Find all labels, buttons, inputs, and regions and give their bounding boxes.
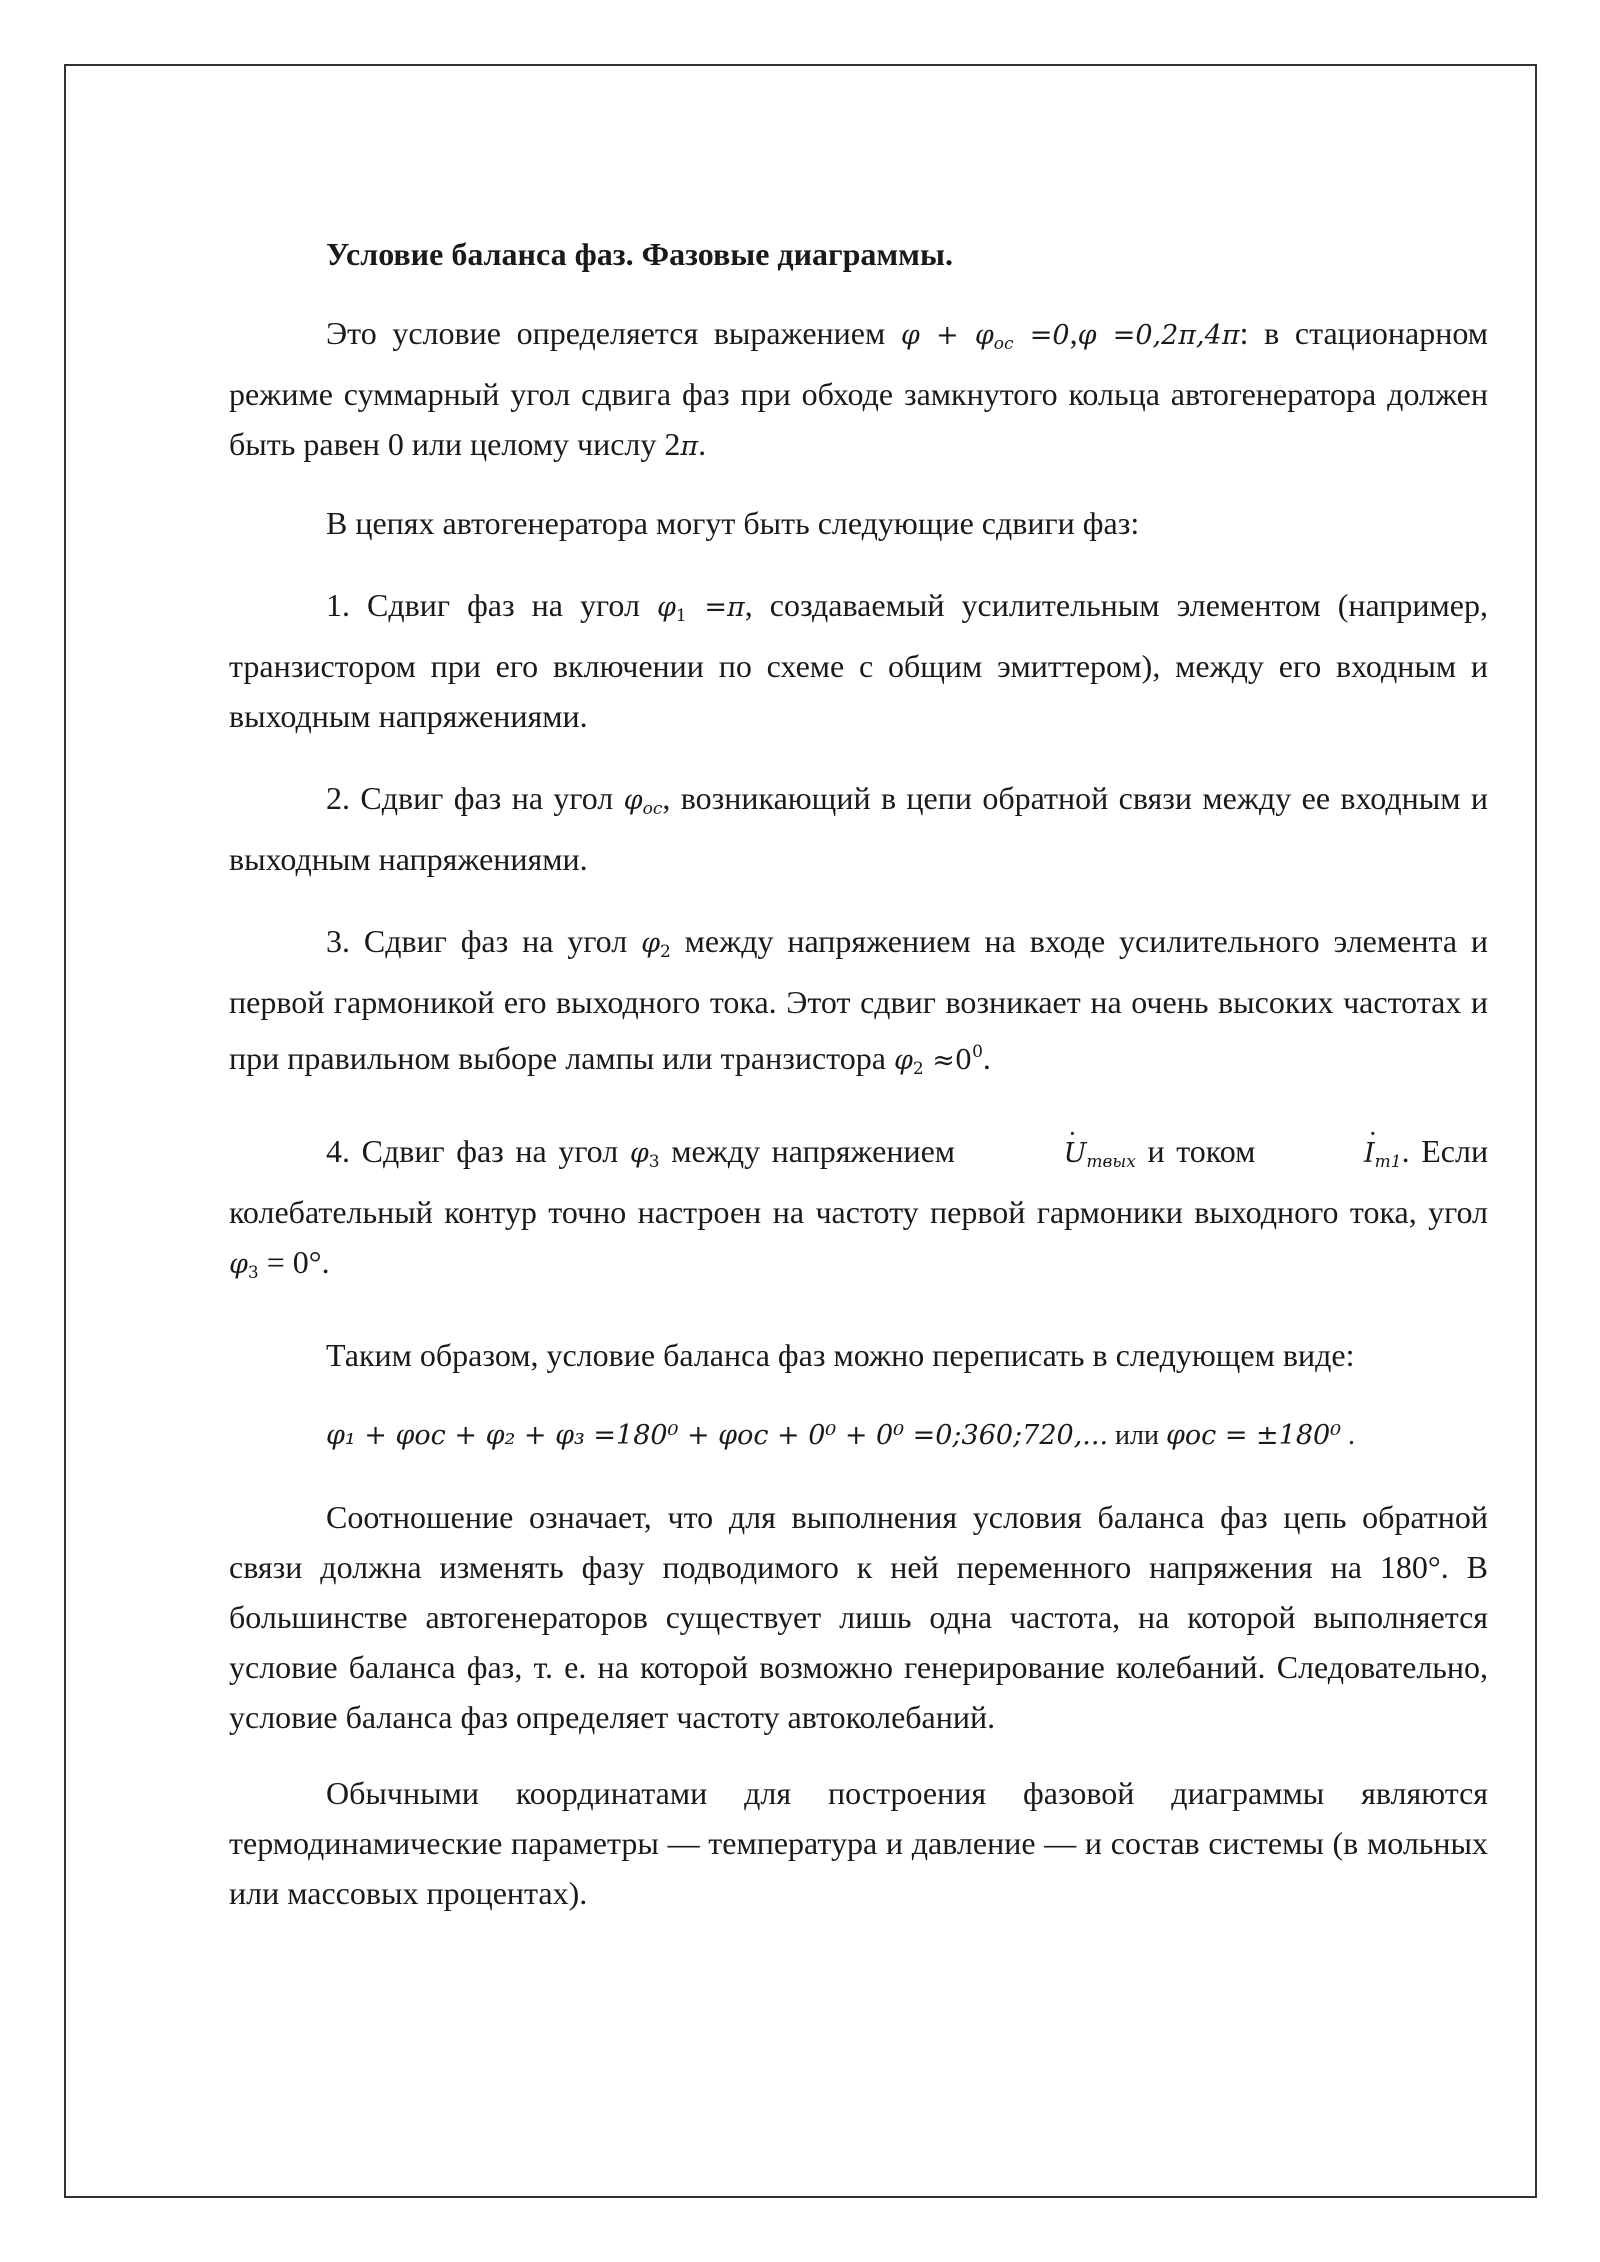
list-item-3 [229, 916, 1488, 1094]
formula-phi-os: $\varphi_{ос}$ [623, 785, 663, 819]
paragraph-phase-balance-condition [229, 308, 1488, 472]
paragraph-rewrite: Таким образом, условие баланса фаз можно переписать в следующем виде: [326, 1337, 1355, 1373]
paragraph-phase-diagram-coords: Обычными координатами для построения фазовой диаграммы являются термодинамические параметры — температура и давление — и состав системы (в мольных или массовых процентах). [229, 1775, 1488, 1911]
text: , возникающий в цепи обратной связи между ее входным и выходным напряжениями. [229, 780, 1489, 877]
text: : в стационарном режиме суммарный угол сдвига фаз при обходе замкнутого кольца автогенератора должен быть равен 0 или целому числу 2 [229, 315, 1488, 462]
list-item-4 [229, 1126, 1488, 1298]
formula-i-m1: · $I_{m1}$ [1267, 1138, 1402, 1169]
formula-phi3: φ3 [629, 1138, 660, 1172]
period: . [982, 1040, 991, 1076]
formula-phi2: φ2 [641, 928, 671, 962]
section-title: Условие баланса фаз. Фазовые диаграммы. [326, 236, 953, 272]
text: = 0°. [266, 1244, 330, 1280]
formula-phi2-approx: $\varphi 2 \approx 0^0$ [893, 1042, 983, 1079]
formula-lhs: φ₁ + φос + φ₂ + φ₃ =180⁰ + φос + 0⁰ + 0⁰ =0;360;720,... [326, 1420, 1109, 1451]
formula-or: или [1115, 1420, 1159, 1451]
pi-symbol: π [680, 431, 699, 462]
text: и током [1147, 1133, 1256, 1169]
text: 1. Сдвиг фаз на угол [326, 587, 640, 623]
formula-u-out: · $U_{mвых}$ [967, 1138, 1136, 1169]
text: Это условие определяется выражением [326, 315, 886, 351]
text: . Если колебательный контур точно настроен на частоту первой гармоники выходного тока, угол [229, 1133, 1489, 1230]
separator: , [1069, 315, 1078, 351]
document-body [229, 230, 1488, 1918]
period: . [1348, 1420, 1356, 1451]
period: . [698, 426, 707, 462]
text: между напряжением на входе усилительного элемента и первой гармоникой его выходного тока. Этот сдвиг возникает на очень высоких частотах и при правильном выборе лампы или транзистора [229, 923, 1489, 1076]
text: 3. Сдвиг фаз на угол [326, 923, 628, 959]
text: , создаваемый усилительным элементом (например, транзистором при его включении по схеме с общим эмиттером), между его входным и выходным напряжениями. [229, 587, 1488, 734]
paragraph-relation-meaning: Соотношение означает, что для выполнения условия баланса фаз цепь обратной связи должна изменять фазу подводимого к ней переменного напряжения на 180°. В большинстве автогенераторов существует лишь одна частота, на которой выполняется условие баланса фаз, т. е. на которой возможно генерирование колебаний. Следовательно, условие баланса фаз определяет частоту автоколебаний. [229, 1499, 1488, 1735]
formula-rhs: φос = ±180⁰ [1165, 1420, 1342, 1451]
text: между напряжением [671, 1133, 956, 1169]
text: 4. Сдвиг фаз на угол [326, 1133, 619, 1169]
list-item-1 [229, 580, 1488, 741]
list-item-2 [229, 773, 1488, 884]
text: 2. Сдвиг фаз на угол [326, 780, 614, 816]
formula-phi1: φ1 =π [656, 592, 745, 626]
paragraph-intro-shifts: В цепях автогенератора могут быть следующие сдвиги фаз: [326, 505, 1140, 541]
formula-phase-sum: $\varphi + \varphi_{ос} =0$ [900, 320, 1070, 354]
formula-phase-values: φ =0,2π,4π [1077, 320, 1240, 351]
formula-phi3-value: φ3 [229, 1249, 259, 1283]
formula-phase-balance [326, 1406, 1488, 1466]
